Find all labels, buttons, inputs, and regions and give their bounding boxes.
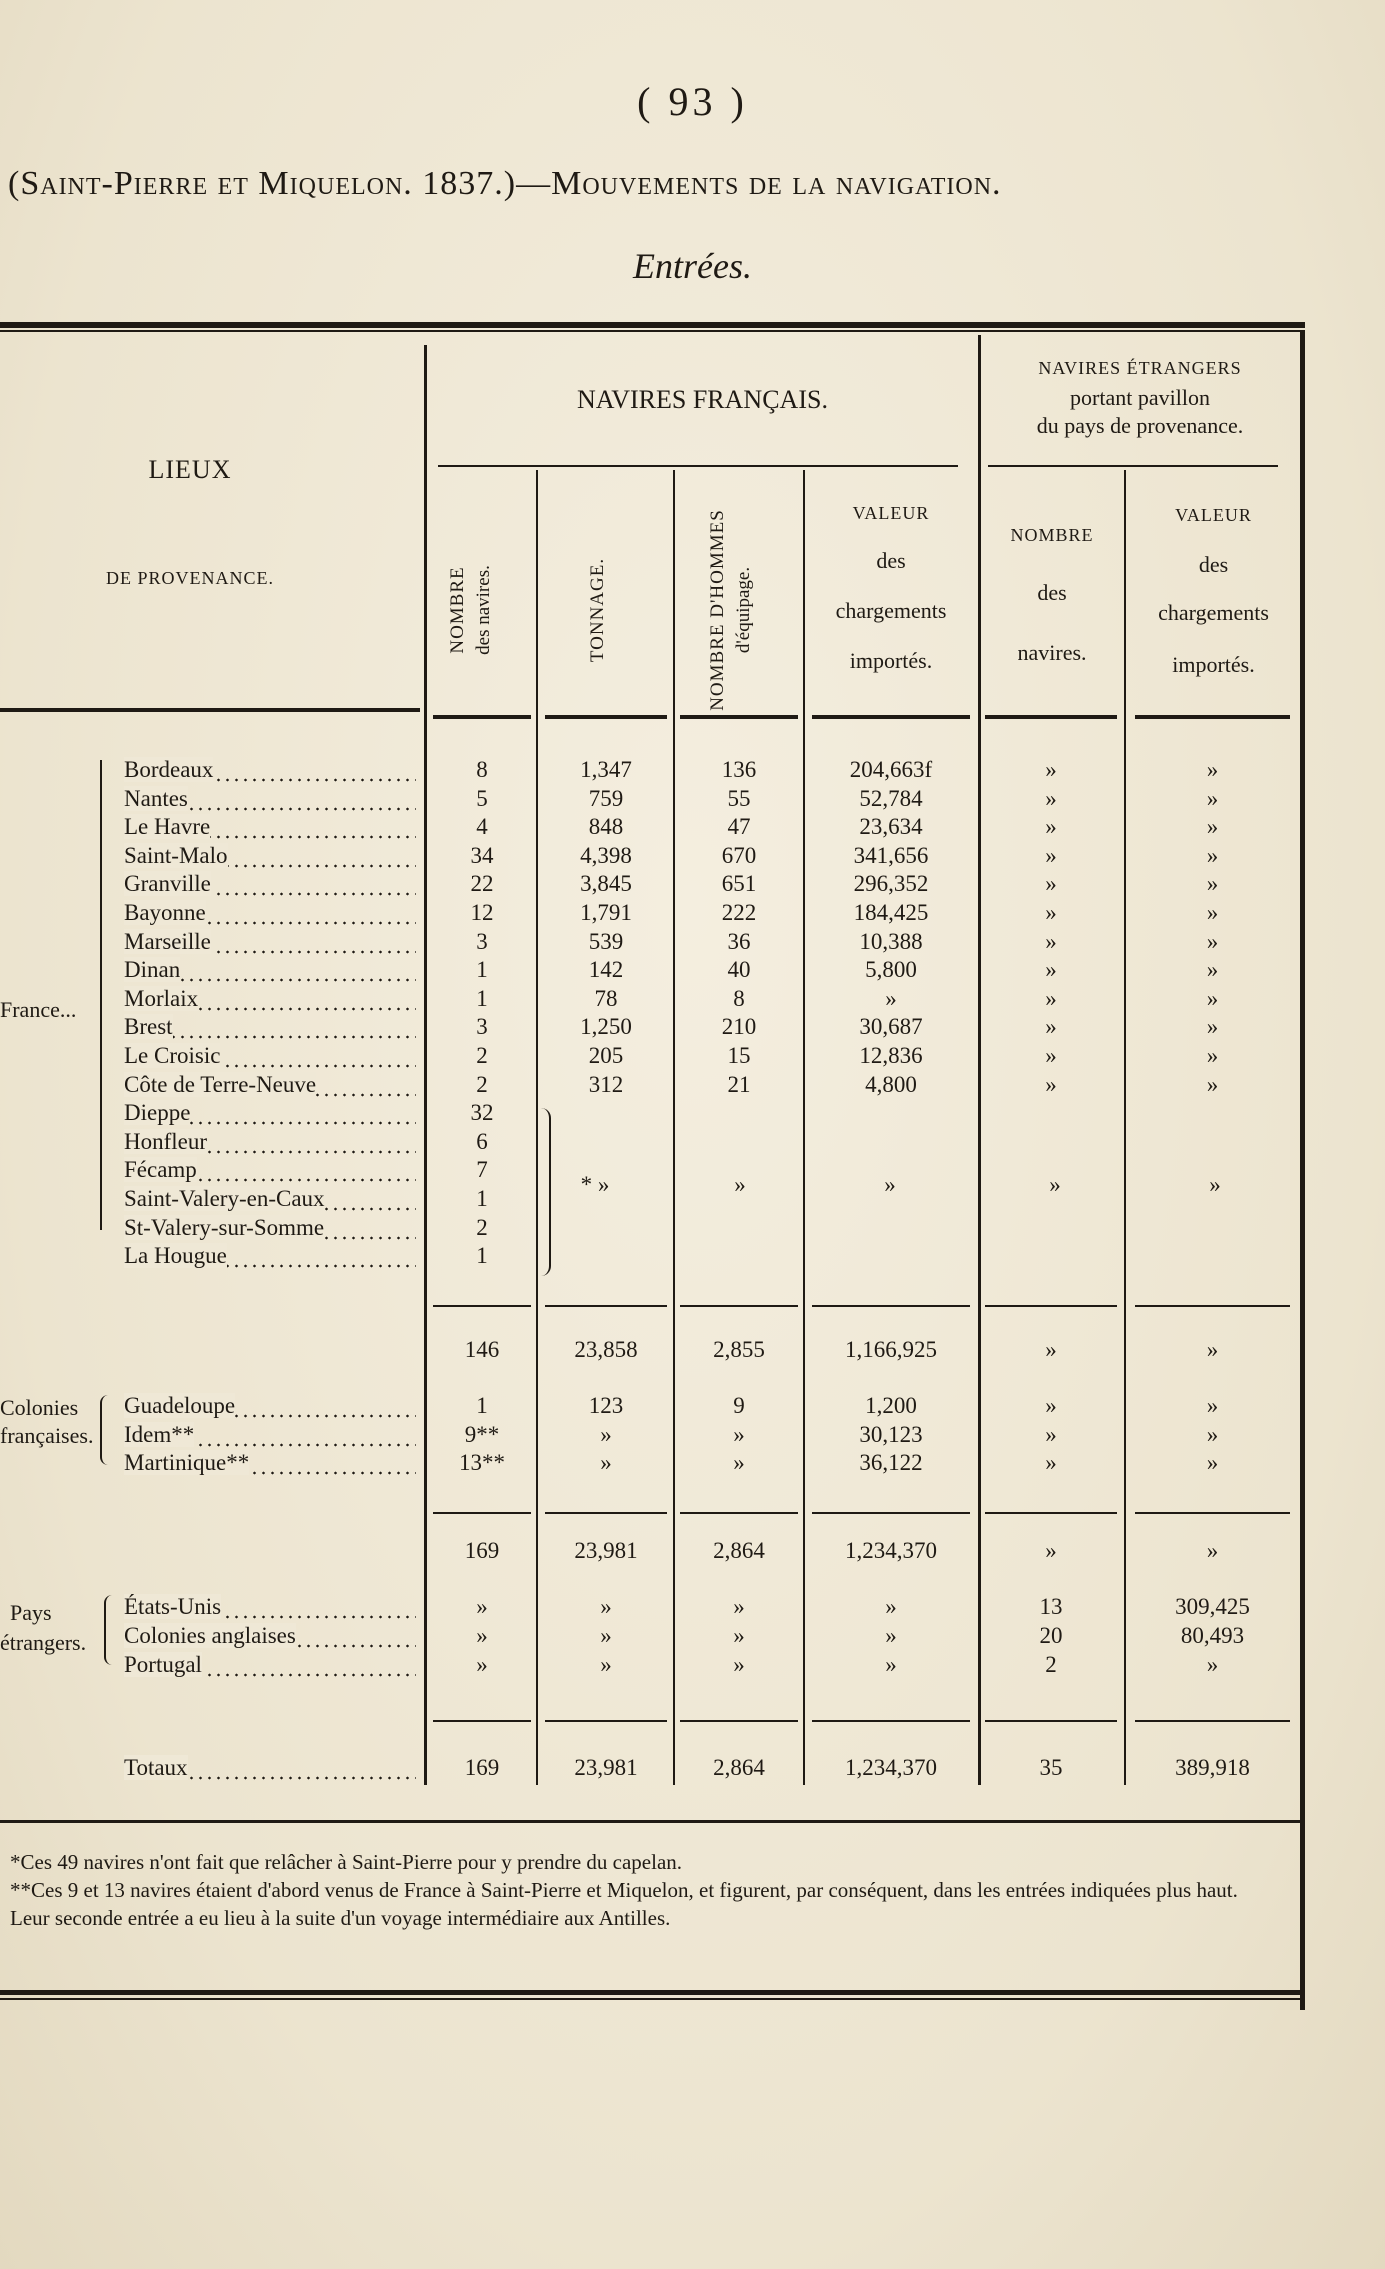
cell-etr-navires: » (1045, 928, 1057, 954)
cell-etr-valeur: » (1206, 1450, 1219, 1475)
header-hommes-label: NOMBRE D'HOMMES (707, 509, 728, 711)
cell-etr-valeur: » (1206, 1652, 1219, 1677)
table-top-rule-thin (0, 330, 1305, 332)
bracket-tonnage: * » (580, 1172, 610, 1197)
cell-valeur: 296,352 (853, 871, 929, 897)
cell-tonnage: 1,347 (580, 757, 632, 782)
row-place (124, 1072, 416, 1098)
row-place-label: Bordeaux (124, 757, 214, 782)
header-valeur-3: chargements (835, 598, 947, 623)
header-pays-provenance: du pays de provenance. (1036, 413, 1244, 438)
row-place-label: Granville (124, 871, 211, 897)
cell-navires: 34 (470, 842, 494, 868)
header-navires-francais: NAVIRES FRANÇAIS. (577, 385, 828, 414)
subtotal-rule (1135, 1512, 1290, 1514)
row-place-label: La Hougue (124, 1243, 227, 1269)
cell-etr-navires: » (1045, 842, 1057, 868)
cell-valeur: 23,634 (859, 814, 923, 840)
cell-navires: 5 (476, 785, 488, 811)
cell-navires: » (476, 1623, 488, 1648)
cell-navires: 1 (476, 1243, 488, 1269)
cell-navires: 12 (470, 900, 494, 925)
cell-navires: 1 (476, 957, 488, 983)
cell-valeur: 30,687 (859, 1014, 923, 1040)
cell-navires: 169 (464, 1538, 500, 1563)
header-nombre-navires (445, 510, 515, 710)
group-france: France... (0, 997, 77, 1022)
cell-etr-navires: » (1045, 871, 1057, 897)
page-subtitle: Entrées. (633, 246, 752, 286)
cell-hommes: 651 (721, 871, 757, 897)
subtotal-rule (433, 1720, 531, 1722)
row-place (124, 1243, 416, 1269)
bracket-group-brace (535, 1108, 551, 1276)
cell-navires: 1 (476, 1186, 488, 1211)
cell-valeur: 184,425 (853, 900, 929, 925)
cell-etr-valeur: » (1206, 1393, 1219, 1418)
cell-navires: 2 (476, 1043, 488, 1068)
cell-hommes: 136 (721, 757, 757, 782)
cell-etr-valeur: » (1206, 1043, 1219, 1068)
header-rule-c3 (680, 715, 798, 719)
cell-valeur: » (885, 985, 897, 1011)
row-place (124, 986, 416, 1012)
table-footer-rule (0, 1820, 1302, 1823)
col-divider-lieux (424, 345, 427, 1785)
cell-tonnage: 4,398 (580, 842, 632, 868)
row-place (124, 1043, 416, 1069)
page-title: (Saint-Pierre et Miquelon. 1837.)—Mouvements de la navigation. (8, 165, 1002, 202)
cell-etr-navires: » (1045, 1014, 1057, 1040)
row-place-label: Marseille (124, 928, 211, 954)
cell-valeur: » (885, 1594, 897, 1619)
cell-etr-valeur: » (1206, 785, 1219, 811)
row-place (124, 1100, 416, 1126)
cell-tonnage: 23,858 (574, 1337, 638, 1362)
row-place (124, 900, 416, 926)
group-etrangers-2: étrangers. (0, 1630, 87, 1655)
row-place (124, 1215, 416, 1241)
cell-etr-navires: » (1045, 1393, 1057, 1418)
cell-hommes: 2,855 (713, 1337, 765, 1362)
cell-hommes: » (733, 1450, 745, 1475)
cell-tonnage: 1,250 (580, 1014, 632, 1040)
cell-valeur: 1,234,370 (845, 1755, 937, 1780)
row-place-label: États-Unis (124, 1594, 222, 1619)
bracket-etr-navires: » (1049, 1172, 1061, 1197)
header-rule-c4 (812, 715, 970, 719)
cell-valeur: 1,234,370 (845, 1538, 937, 1563)
cell-navires: 2 (476, 1071, 488, 1097)
row-place-label: Guadeloupe (124, 1393, 236, 1418)
row-place-label: Côte de Terre-Neuve (124, 1071, 317, 1097)
header-rule-c5 (985, 715, 1117, 719)
header-etr-nombre-3: navires. (1017, 640, 1087, 665)
group-etrangers-1: Pays (10, 1600, 52, 1625)
col-divider-3 (803, 470, 805, 1785)
subtotal-rule (545, 1305, 667, 1307)
row-place-label: Le Havre (124, 814, 211, 840)
header-hommes (705, 480, 775, 740)
row-place (124, 871, 416, 897)
cell-tonnage: 142 (588, 957, 624, 983)
cell-valeur: 341,656 (853, 842, 929, 868)
subtotal-rule (985, 1512, 1117, 1514)
header-navires-etrangers: NAVIRES ÉTRANGERS (1038, 358, 1242, 378)
cell-hommes: 2,864 (713, 1538, 765, 1563)
row-place-label: Honfleur (124, 1128, 208, 1154)
cell-navires: 13** (459, 1450, 505, 1475)
group-etrangers-brace (104, 1595, 122, 1665)
cell-hommes: 210 (721, 1014, 757, 1040)
cell-valeur: 204,663f (849, 757, 933, 782)
header-rule-c1 (433, 715, 531, 719)
cell-hommes: 55 (727, 785, 751, 811)
cell-valeur: 52,784 (859, 785, 923, 811)
cell-navires: 1 (476, 1393, 488, 1418)
cell-hommes: 21 (727, 1071, 751, 1097)
cell-navires: 1 (476, 985, 488, 1011)
header-etr-valeur-2: des (1198, 552, 1229, 577)
row-place-label: Dieppe (124, 1100, 191, 1126)
header-valeur-1: VALEUR (852, 503, 930, 523)
cell-etr-navires: » (1045, 785, 1057, 811)
cell-navires: 8 (476, 757, 488, 782)
cell-etr-navires: » (1045, 900, 1057, 925)
subtotal-rule (812, 1512, 970, 1514)
cell-etr-valeur: » (1206, 842, 1219, 868)
cell-etr-navires: 35 (1039, 1755, 1063, 1780)
cell-tonnage: » (600, 1623, 612, 1648)
cell-tonnage: 23,981 (574, 1755, 638, 1780)
row-place-label: Le Croisic (124, 1043, 221, 1068)
col-divider-2 (673, 470, 675, 1785)
cell-navires: 146 (464, 1337, 500, 1362)
cell-etr-valeur: 80,493 (1180, 1623, 1245, 1648)
subtotal-rule (433, 1512, 531, 1514)
header-tonnage (585, 510, 625, 710)
cell-valeur: » (885, 1652, 897, 1677)
header-provenance: DE PROVENANCE. (105, 568, 274, 588)
header-portant-pavillon: portant pavillon (1070, 385, 1210, 410)
cell-tonnage: » (600, 1594, 612, 1619)
cell-etr-valeur: » (1206, 814, 1219, 840)
cell-navires: 22 (470, 871, 494, 897)
header-valeur-4: importés. (849, 648, 933, 673)
subtotal-rule (680, 1720, 798, 1722)
cell-hommes: 8 (733, 985, 745, 1011)
cell-hommes: 47 (727, 814, 751, 840)
cell-etr-valeur: » (1206, 900, 1219, 925)
cell-etr-valeur: » (1206, 1071, 1219, 1097)
cell-etr-navires: 2 (1045, 1652, 1057, 1677)
header-rule-etrangers (988, 465, 1278, 467)
cell-etr-valeur: » (1206, 957, 1219, 983)
col-divider-etrangers (978, 335, 981, 1785)
cell-tonnage: 23,981 (574, 1538, 638, 1563)
cell-hommes: 9 (733, 1393, 745, 1418)
cell-tonnage: 759 (588, 785, 624, 811)
table-right-border (1300, 330, 1305, 2010)
cell-hommes: 670 (721, 842, 757, 868)
cell-valeur: » (885, 1623, 897, 1648)
cell-hommes: 222 (721, 900, 757, 925)
cell-etr-valeur: » (1206, 871, 1219, 897)
header-rule-francais (438, 465, 958, 467)
row-place (124, 843, 416, 869)
header-valeur-2: des (876, 548, 906, 573)
bracket-valeur: » (884, 1172, 896, 1197)
cell-etr-navires: » (1045, 1421, 1057, 1447)
row-place-label: Portugal (124, 1652, 202, 1677)
cell-etr-valeur: » (1206, 928, 1219, 954)
cell-navires: 2 (476, 1214, 488, 1240)
row-place (124, 957, 416, 983)
cell-etr-navires: » (1045, 1337, 1057, 1362)
header-des-navires-label: des navires. (472, 565, 494, 655)
cell-navires: 3 (476, 928, 488, 954)
row-place-label: Fécamp (124, 1157, 197, 1183)
cell-etr-navires: » (1045, 1071, 1057, 1097)
cell-etr-valeur: 309,425 (1175, 1594, 1250, 1619)
cell-hommes: » (733, 1594, 745, 1619)
cell-tonnage: » (600, 1450, 612, 1475)
cell-navires: 169 (464, 1755, 500, 1780)
row-place (124, 1623, 416, 1649)
table-top-rule (0, 322, 1305, 328)
row-place-label: Saint-Valery-en-Caux (124, 1186, 325, 1211)
subtotal-rule (985, 1720, 1117, 1722)
header-lieux: LIEUX (148, 455, 232, 484)
cell-valeur: 10,388 (859, 928, 923, 954)
header-etr-nombre-1: NOMBRE (1010, 525, 1094, 545)
cell-etr-navires: 20 (1039, 1623, 1063, 1648)
table-bottom-rule (0, 1990, 1305, 1995)
cell-hommes: 2,864 (713, 1755, 765, 1780)
subtotal-rule (545, 1720, 667, 1722)
header-equipage-label: d'équipage. (732, 566, 754, 654)
subtotal-rule (812, 1720, 970, 1722)
cell-tonnage: 1,791 (580, 900, 632, 925)
cell-hommes: 36 (727, 928, 751, 954)
header-rule-lieux (0, 708, 420, 712)
row-place (124, 1157, 416, 1183)
header-nombre-label: NOMBRE (447, 566, 468, 654)
cell-tonnage: 123 (588, 1393, 624, 1418)
cell-valeur: 36,122 (859, 1450, 923, 1475)
row-place (124, 929, 416, 955)
cell-navires: 9** (464, 1421, 500, 1447)
row-place-label: St-Valery-sur-Somme (124, 1214, 325, 1240)
cell-valeur: 1,200 (865, 1393, 917, 1418)
cell-navires: 7 (476, 1157, 488, 1183)
cell-etr-navires: 13 (1039, 1594, 1063, 1619)
row-place (124, 1652, 416, 1678)
row-place-label: Saint-Malo (124, 842, 228, 868)
row-place-label: Brest (124, 1014, 173, 1040)
col-divider-4 (1124, 470, 1126, 1785)
cell-tonnage: 205 (588, 1043, 624, 1068)
group-france-brace (100, 760, 102, 1230)
cell-hommes: 40 (727, 957, 751, 983)
cell-hommes: 15 (727, 1043, 751, 1068)
cell-hommes: » (733, 1421, 745, 1447)
row-place (124, 1186, 416, 1212)
subtotal-rule (433, 1305, 531, 1307)
row-place (124, 1129, 416, 1155)
cell-etr-valeur: » (1206, 1421, 1219, 1447)
group-colonies-brace (100, 1395, 118, 1465)
cell-etr-navires: » (1045, 985, 1057, 1011)
cell-valeur: 5,800 (865, 957, 917, 983)
row-place-label: Totaux (124, 1755, 188, 1780)
cell-etr-navires: » (1045, 1043, 1057, 1068)
subtotal-rule (812, 1305, 970, 1307)
cell-navires: 3 (476, 1014, 488, 1040)
header-etr-nombre-2: des (1037, 580, 1067, 605)
subtotal-rule (680, 1512, 798, 1514)
row-place (124, 1393, 416, 1419)
page-number: ( 93 ) (637, 79, 748, 124)
cell-etr-valeur: » (1206, 1538, 1219, 1563)
row-place-label: Morlaix (124, 985, 199, 1011)
cell-valeur: 30,123 (859, 1421, 923, 1447)
cell-etr-valeur: » (1206, 757, 1219, 782)
row-place (124, 757, 416, 783)
cell-valeur: 12,836 (859, 1043, 923, 1068)
header-etr-valeur-3: chargements (1158, 600, 1269, 625)
row-place (124, 1422, 416, 1448)
cell-tonnage: » (600, 1421, 612, 1447)
cell-etr-valeur: » (1206, 985, 1219, 1011)
cell-hommes: » (733, 1623, 745, 1648)
cell-valeur: 4,800 (865, 1071, 917, 1097)
row-place-label: Colonies anglaises (124, 1623, 296, 1648)
header-etr-valeur-4: importés. (1172, 652, 1255, 677)
cell-navires: » (476, 1594, 488, 1619)
cell-navires: 6 (476, 1128, 488, 1154)
row-place (124, 1755, 416, 1781)
group-colonies-1: Colonies (0, 1395, 79, 1420)
header-tonnage-label: TONNAGE. (587, 557, 608, 663)
row-place (124, 786, 416, 812)
cell-navires: 4 (476, 814, 488, 840)
row-place-label: Bayonne (124, 900, 206, 925)
table-bottom-rule-thin (0, 1998, 1305, 2000)
row-place (124, 1594, 416, 1620)
row-place (124, 814, 416, 840)
row-place-label: Martinique** (124, 1450, 250, 1475)
subtotal-rule (1135, 1305, 1290, 1307)
row-place (124, 1450, 416, 1476)
subtotal-rule (545, 1512, 667, 1514)
cell-etr-valeur: 389,918 (1175, 1755, 1250, 1780)
footnote-2: **Ces 9 et 13 navires étaient d'abord venus de France à Saint-Pierre et Miquelon, et figurent, par conséquent, dans les entrées indiquées plus haut. Leur seconde entrée a eu lieu à la suite d'un voyage intermédiaire aux Antilles. (10, 1878, 1238, 1930)
cell-etr-navires: » (1045, 1538, 1057, 1563)
cell-tonnage: 848 (588, 814, 624, 840)
subtotal-rule (1135, 1720, 1290, 1722)
cell-etr-navires: » (1045, 1450, 1057, 1475)
cell-tonnage: 312 (588, 1071, 624, 1097)
row-place-label: Nantes (124, 785, 188, 811)
subtotal-rule (680, 1305, 798, 1307)
bracket-etr-valeur: » (1209, 1172, 1221, 1197)
row-place (124, 1014, 416, 1040)
cell-tonnage: 539 (588, 928, 624, 954)
cell-tonnage: » (600, 1652, 612, 1677)
row-place-label: Idem** (124, 1421, 195, 1447)
bracket-hommes: » (734, 1172, 746, 1197)
subtotal-rule (985, 1305, 1117, 1307)
cell-hommes: » (733, 1652, 745, 1677)
header-rule-c2 (545, 715, 667, 719)
cell-etr-valeur: » (1206, 1337, 1219, 1362)
group-colonies-2: françaises. (0, 1423, 94, 1448)
cell-navires: » (476, 1652, 488, 1677)
cell-etr-navires: » (1045, 757, 1057, 782)
header-rule-c6 (1135, 715, 1290, 719)
cell-etr-navires: » (1045, 957, 1057, 983)
cell-etr-valeur: » (1206, 1014, 1219, 1040)
cell-valeur: 1,166,925 (845, 1337, 937, 1362)
cell-tonnage: 3,845 (580, 871, 632, 897)
cell-tonnage: 78 (594, 985, 618, 1011)
row-place-label: Dinan (124, 957, 181, 983)
cell-etr-navires: » (1045, 814, 1057, 840)
footnote-1: *Ces 49 navires n'ont fait que relâcher à Saint-Pierre pour y prendre du capelan. (10, 1850, 683, 1874)
cell-navires: 32 (470, 1100, 494, 1126)
header-etr-valeur-1: VALEUR (1175, 505, 1252, 525)
